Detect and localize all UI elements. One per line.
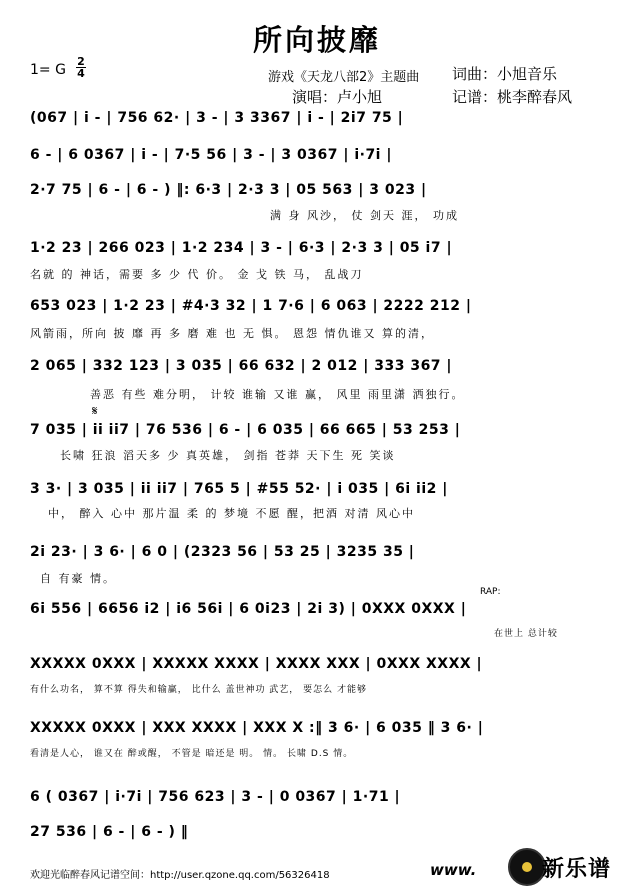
music-line-2: 6 - | 6 0367 | i - | 7·5 56 | 3 - | 3 0367 | i·7i | xyxy=(30,147,392,163)
time-signature-top: 2 xyxy=(77,55,85,68)
key-signature: 1= G xyxy=(30,62,66,78)
music-line-5: 653 023 | 1·2 23 | #4·3 32 | 1 7·6 | 6 063 | 2222 212 | xyxy=(30,298,472,314)
lyric-line-3: 满 身 风沙， 仗 剑天 涯， 功成 xyxy=(270,209,459,222)
music-line-13: 6 ( 0367 | i·7i | 756 623 | 3 - | 0 0367 | 1·71 | xyxy=(30,789,401,805)
footer-www: www. xyxy=(430,861,477,879)
lyric-line-12: 看清是人心， 谁又在 醉或醒， 不管是 暗还是 明。 情。 长啸 D.S 情。 xyxy=(30,749,354,759)
composer: 词曲：小旭音乐 xyxy=(452,65,558,83)
logo-text: 新乐谱 xyxy=(542,857,612,882)
music-line-1: (067 | i - | 756 62· | 3 - | 3 3367 | i - | 2i7 75 | xyxy=(30,110,404,126)
music-line-12: XXXXX 0XXX | XXX XXXX | XXX X :‖ 3 6· | 6 035 ‖ 3 6· | xyxy=(30,720,484,736)
lyric-line-9: 自 有豪 情。 xyxy=(40,572,116,585)
record-disc-icon xyxy=(508,848,546,886)
music-line-6: 2 065 | 332 123 | 3 035 | 66 632 | 2 012 | 333 367 | xyxy=(30,358,453,374)
music-line-10: 6i 556 | 6656 i2 | i6 56i | 6 0i23 | 2i 3) | 0XXX 0XXX | xyxy=(30,601,467,617)
transcriber: 记谱：桃李醉春风 xyxy=(452,88,573,106)
music-line-8: 3 3· | 3 035 | ii ii7 | 765 5 | #55 52· | i 035 | 6i ii2 | xyxy=(30,481,448,497)
music-line-9: 2i 23· | 3 6· | 6 0 | (2323 56 | 53 25 | 3235 35 | xyxy=(30,544,415,560)
music-line-14: 27 536 | 6 - | 6 - ) ‖ xyxy=(30,824,189,840)
music-line-3: 2·7 75 | 6 - | 6 - ) ‖: 6·3 | 2·3 3 | 05 563 | 3 023 | xyxy=(30,182,427,198)
lyric-line-8: 中， 醉入 心中 那片温 柔 的 梦境 不愿 醒，把酒 对清 风心中 xyxy=(48,507,415,520)
lyric-line-6: 善恶 有些 难分明， 计较 谁输 又谁 赢， 风里 雨里潇 洒独行。 xyxy=(90,388,465,401)
rap-label: RAP: xyxy=(480,587,501,597)
footer-text: 欢迎光临醉春风记谱空间：http://user.qzone.qq.com/56326418 xyxy=(30,870,330,881)
site-logo xyxy=(508,846,628,886)
lyric-line-7: 长啸 狂浪 滔天多 少 真英雄， 剑指 苍莽 天下生 死 笑谈 xyxy=(60,449,396,462)
lyric-line-5: 风箭雨，所向 披 靡 再 多 磨 难 也 无 惧。 恩怨 情仇谁又 算的清， xyxy=(30,327,434,340)
time-signature-bottom: 4 xyxy=(77,67,85,80)
music-line-4: 1·2 23 | 266 023 | 1·2 234 | 3 - | 6·3 | 2·3 3 | 05 i7 | xyxy=(30,240,453,256)
music-line-7: 7 035 | ii ii7 | 76 536 | 6 - | 6 035 | 66 665 | 53 253 | xyxy=(30,422,461,438)
segno-sign: 𝄋 xyxy=(92,404,98,419)
singer: 演唱：卢小旭 xyxy=(292,88,383,106)
song-title: 所向披靡 xyxy=(252,23,381,57)
lyric-line-11: 有什么功名， 算不算 得失和输赢， 比什么 盖世神功 武艺， 要怎么 才能够 xyxy=(30,685,368,695)
music-line-11: XXXXX 0XXX | XXXXX XXXX | XXXX XXX | 0XXX XXXX | xyxy=(30,656,483,672)
lyric-line-10: 在世上 总计较 xyxy=(494,629,558,639)
subtitle: 游戏《天龙八部2》主题曲 xyxy=(268,70,420,85)
lyric-line-4: 名就 的 神话，需要 多 少 代 价。 金 戈 铁 马， 乱战刀 xyxy=(30,268,364,281)
